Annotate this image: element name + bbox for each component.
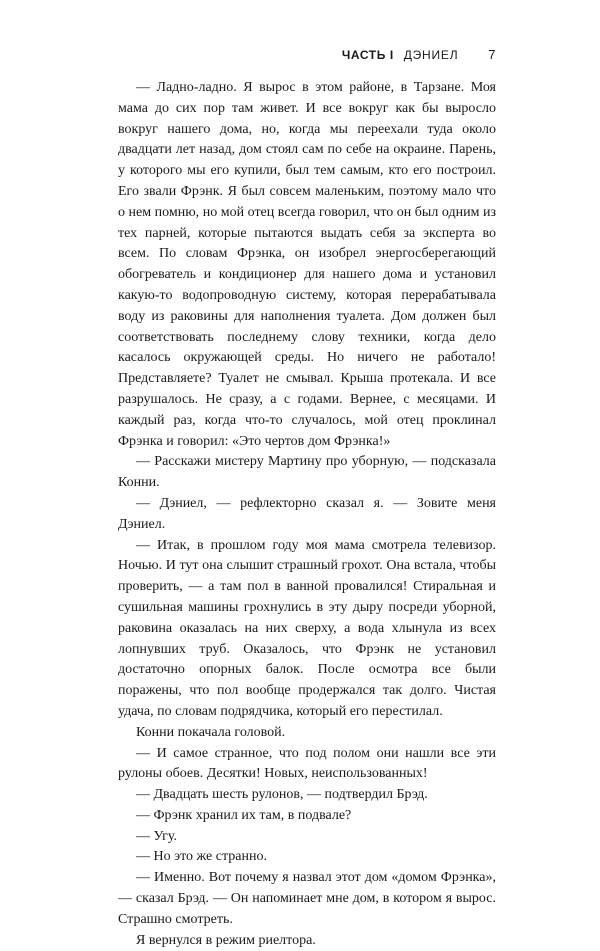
running-head <box>118 47 496 62</box>
paragraph: — Угу. <box>136 828 178 844</box>
paragraph: — Расскажи мистеру Мартину про уборную, — подсказала Конни. <box>118 454 496 491</box>
paragraph: — Фрэнк хранил их там, в подвале? <box>136 807 352 823</box>
paragraph: Я вернулся в режим риелтора. <box>136 932 316 948</box>
chapter-label: ДЭНИЕЛ <box>403 48 459 62</box>
paragraph: — Двадцать шесть рулонов, — подтвердил Брэд. <box>136 787 428 803</box>
page-number: 7 <box>488 47 496 62</box>
paragraph: — И самое странное, что под полом они нашли все эти рулоны обоев. Десятки! Новых, неиспользованных! <box>118 745 496 782</box>
paragraph: — Дэниел, — рефлекторно сказал я. — Зовите меня Дэниел. <box>118 495 496 532</box>
part-label: ЧАСТЬ I <box>341 48 394 62</box>
paragraph: — Итак, в прошлом году моя мама смотрела телевизор. Ночью. И тут она слышит страшный грохот. Она встала, чтобы проверить, — а там пол в ванной провалился! Стиральная и сушильная машины грохнулись в эту дыру посреди уборной, раковина оказалась на них сверху, а вода хлынула из всех лопнувших труб. Оказалось, что Фрэнк не установил достаточно опорных балок. После осмотра все были поражены, что пол вообще продержался так долго. Чистая удача, по словам подрядчика, который его перестилал. <box>118 537 496 719</box>
paragraph: Конни покачала головой. <box>136 724 286 740</box>
body-text <box>118 78 496 951</box>
paragraph: — Ладно-ладно. Я вырос в этом районе, в Тарзане. Моя мама до сих пор там живет. И все вокруг как бы выросло вокруг нашего дома, но, когда мы переехали туда около двадцати лет назад, дом стоял сам по себе на окраине. Парень, у которого мы его купили, был тем самым, кто его построил. Его звали Фрэнк. Я был совсем маленьким, поэтому мало что о нем помню, но мой отец всегда говорил, что он был одним из тех парней, которые пытаются выдать себя за эксперта во всем. По словам Фрэнка, он изобрел энергосберегающий обогреватель и кондиционер для нашего дома и установил какую-то водопроводную систему, которая перерабатывала воду из раковины для наполнения туалета. Дом должен был соответствовать последнему слову техники, когда дело касалось окружающей среды. Но ничего не работало! Представляете? Туалет не смывал. Крыша протекала. И все разрушалось. Не сразу, а с годами. Вернее, с месяцами. И каждый раз, когда что-то случалось, мой отец проклинал Фрэнка и говорил: «Это чертов дом Фрэнка!» <box>118 80 496 449</box>
paragraph: — Именно. Вот почему я назвал этот дом «домом Фрэнка», — сказал Брэд. — Он напоминает мне дом, в котором я вырос. Страшно смотреть. <box>118 870 496 927</box>
paragraph: — Но это же странно. <box>136 849 267 865</box>
